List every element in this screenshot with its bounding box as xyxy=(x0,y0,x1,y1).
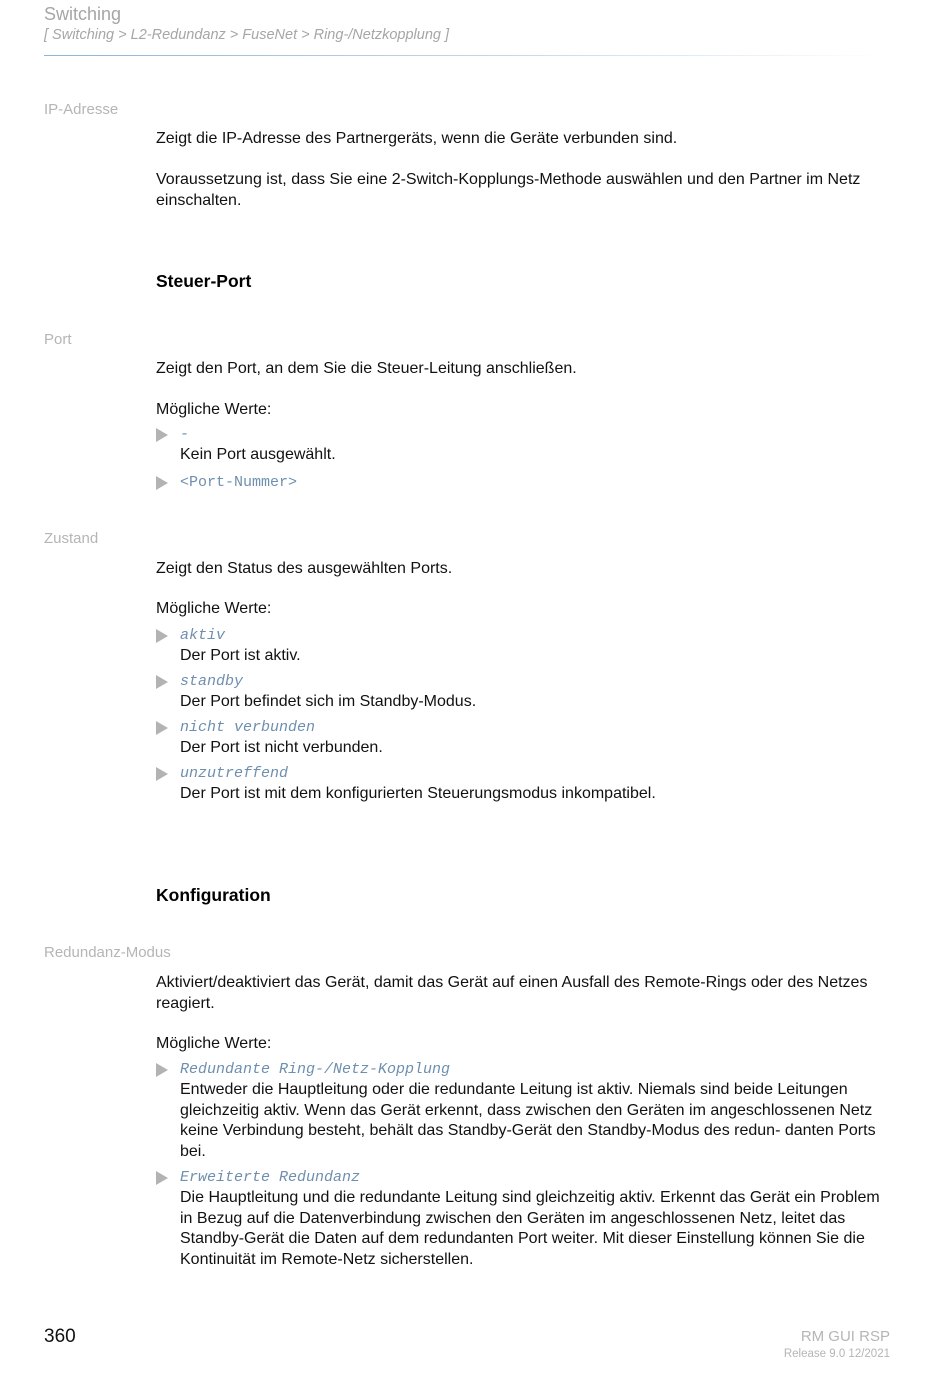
param-label-ip-address: IP-Adresse xyxy=(44,101,119,118)
redundancy-mode-description: Aktiviert/deaktiviert das Gerät, damit das Gerät auf einen Ausfall des Remote-Rings oder des Netzes reagiert. xyxy=(156,974,868,1012)
param-label-redundancy-mode: Redundanz-Modus xyxy=(44,944,171,961)
footer-release-info: Release 9.0 12/2021 xyxy=(783,1348,890,1360)
state-value-item xyxy=(156,626,891,667)
triangle-bullet-icon xyxy=(156,476,168,490)
footer-document-name: RM GUI RSP xyxy=(800,1328,890,1345)
triangle-bullet-icon xyxy=(156,1063,168,1077)
redundancy-mode-possible-values-label: Mögliche Werte: xyxy=(156,1035,272,1052)
header-divider xyxy=(44,55,884,56)
value-description: Der Port ist mit dem konfigurierten Steuerungsmodus inkompatibel. xyxy=(180,785,656,802)
state-description: Zeigt den Status des ausgewählten Ports. xyxy=(156,560,453,577)
value-code: standby xyxy=(180,673,244,690)
triangle-bullet-icon xyxy=(156,675,168,689)
port-description: Zeigt den Port, an dem Sie die Steuer-Leitung anschließen. xyxy=(156,360,577,377)
ip-address-description: Zeigt die IP-Adresse des Partnergeräts, wenn die Geräte verbunden sind. xyxy=(156,130,678,147)
state-possible-values-label: Mögliche Werte: xyxy=(156,600,272,617)
param-label-port: Port xyxy=(44,331,72,348)
triangle-bullet-icon xyxy=(156,721,168,735)
ip-address-prerequisite: Voraussetzung ist, dass Sie eine 2-Switch-Kopplungs-Methode auswählen und den Partner im Netz einschalten. xyxy=(156,171,861,209)
page-header-title: Switching xyxy=(44,4,122,24)
state-value-item xyxy=(156,764,891,805)
value-description: Der Port ist nicht verbunden. xyxy=(180,739,383,756)
port-possible-values-label: Mögliche Werte: xyxy=(156,401,272,418)
value-description: Die Hauptleitung und die redundante Leitung sind gleichzeitig aktiv. Erkennt das Gerät ein Problem in Bezug auf die Datenverbindung zwischen den Geräten im angeschlossenen Netz, leitet das Standby-Gerät die Daten auf dem redundanten Port weiter. Mit dieser Einstellung können Sie die Kontinuität im Remote-Netz sicherstellen. xyxy=(180,1189,880,1268)
section-heading-configuration: Konfiguration xyxy=(156,885,271,905)
value-description: Entweder die Hauptleitung oder die redundante Leitung ist aktiv. Niemals sind beide Leitungen gleichzeitig aktiv. Wenn das Gerät erkennt, dass zwischen den Geräten im angeschlossenen Netz keine Verbindung besteht, behält das Standby-Gerät den Standby-Modus des redun- danten Ports bei. xyxy=(180,1081,876,1160)
section-heading-control-port: Steuer-Port xyxy=(156,271,252,291)
value-code: Erweiterte Redundanz xyxy=(180,1169,361,1186)
breadcrumb: [ Switching > L2-Redundanz > FuseNet > Ring-/Netzkopplung ] xyxy=(44,27,450,43)
triangle-bullet-icon xyxy=(156,629,168,643)
redundancy-mode-value-item xyxy=(156,1168,891,1270)
triangle-bullet-icon xyxy=(156,767,168,781)
value-code: Redundante Ring-/Netz-Kopplung xyxy=(180,1061,451,1078)
value-code: - xyxy=(180,426,190,443)
value-description: Kein Port ausgewählt. xyxy=(180,446,336,463)
value-code: unzutreffend xyxy=(180,765,289,782)
value-code: <Port-Nummer> xyxy=(180,474,298,491)
state-value-item xyxy=(156,718,891,759)
value-description: Der Port befindet sich im Standby-Modus. xyxy=(180,693,477,710)
triangle-bullet-icon xyxy=(156,428,168,442)
state-value-item xyxy=(156,672,891,713)
triangle-bullet-icon xyxy=(156,1171,168,1185)
page-number: 360 xyxy=(44,1326,76,1347)
port-value-item xyxy=(156,425,891,466)
value-code: aktiv xyxy=(180,627,226,644)
value-description: Der Port ist aktiv. xyxy=(180,647,301,664)
value-code: nicht verbunden xyxy=(180,719,316,736)
param-label-state: Zustand xyxy=(44,530,99,547)
redundancy-mode-value-item xyxy=(156,1060,891,1162)
port-value-item xyxy=(156,473,891,493)
